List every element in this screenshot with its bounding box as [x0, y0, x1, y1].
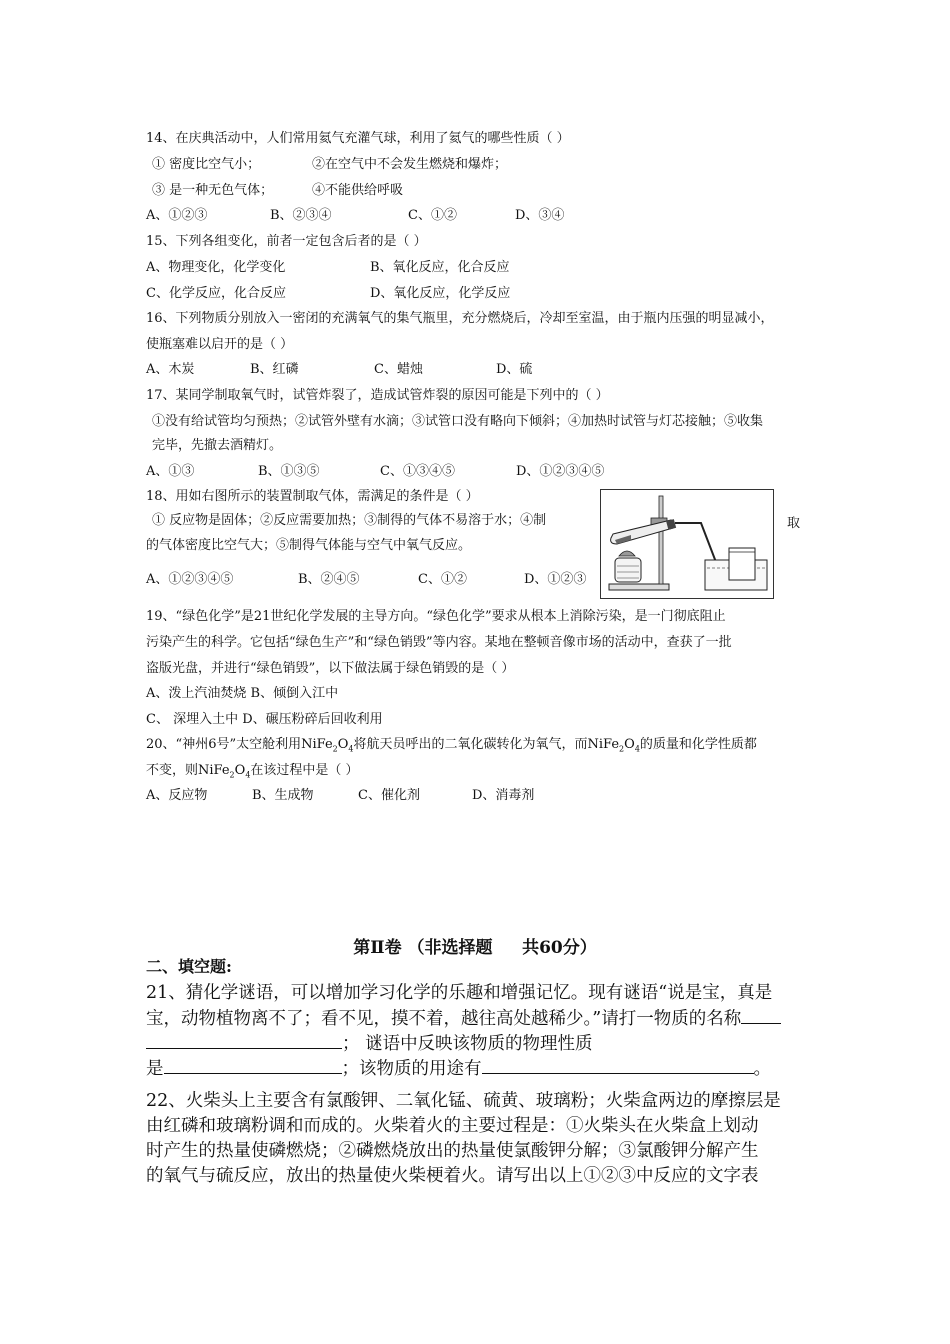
q18-body-line1: ① 反应物是固体；②反应需要加热；③制得的气体不易溶于水；④制 — [152, 513, 547, 528]
q20-stem2-part-a: 不变，则NiFe — [146, 763, 230, 778]
q20-o: O — [337, 737, 349, 752]
q21-line4-b: ；该物质的用途有 — [341, 1059, 482, 1079]
q15-option-b: B、氧化反应，化合反应 — [370, 260, 510, 275]
q22-line2: 由红磷和玻璃粉调和而成的。火柴着火的主要过程是：①火柴头在火柴盒上划动 — [146, 1116, 759, 1136]
q14-item1: ① 密度比空气小； — [152, 157, 261, 172]
q21-line3-text: ； 谜语中反映该物质的物理性质 — [342, 1034, 593, 1054]
q17-option-c: C、①③④⑤ — [380, 464, 455, 479]
q20-sub: 2 — [619, 744, 625, 754]
q20-o: O — [234, 763, 246, 778]
q21-line2 — [146, 1007, 781, 1030]
q21-use-blank[interactable] — [482, 1057, 754, 1074]
q18-body-line2: 的气体密度比空气大；⑤制得气体能与空气中氧气反应。 — [146, 538, 472, 553]
q14-stem: 14、在庆典活动中，人们常用氦气充灌气球，利用了氦气的哪些性质（ ） — [146, 131, 570, 146]
q20-options — [146, 788, 534, 804]
q22-line3: 时产生的热量使磷燃烧；②磷燃烧放出的热量使氯酸钾分解；③氯酸钾分解产生 — [146, 1141, 759, 1161]
q22-line4: 的氧气与硫反应，放出的热量使火柴梗着火。请写出以上①②③中反应的文字表 — [146, 1166, 759, 1186]
apparatus-figure — [600, 489, 774, 599]
q14-option-d: D、③④ — [515, 208, 565, 223]
q15-stem: 15、下列各组变化，前者一定包含后者的是（ ） — [146, 234, 427, 249]
q21-line3 — [146, 1032, 593, 1055]
stand-base — [609, 584, 669, 590]
q21-line1: 21、猜化学谜语，可以增加学习化学的乐趣和增强记忆。现有谜语“说是宝，真是 — [146, 983, 773, 1003]
section2-heading: 二、填空题: — [146, 957, 232, 976]
q14-item3: ③ 是一种无色气体； — [152, 183, 274, 198]
q14-option-b: B、②③④ — [270, 208, 332, 223]
q21-property-blank[interactable] — [164, 1057, 342, 1074]
q14-options — [146, 208, 564, 224]
q20-sub: 4 — [634, 744, 640, 754]
q16-stem-line1: 16、下列物质分别放入一密闭的充满氧气的集气瓶里，充分燃烧后，冷却至室温，由于瓶内压强的明显减小， — [146, 311, 774, 326]
q15-options-row2 — [146, 286, 510, 302]
q19-stem-line1: 19、“绿色化学”是21世纪化学发展的主导方向。“绿色化学”要求从根本上消除污染，是一门彻底阻止 — [146, 609, 726, 624]
q20-option-c: C、催化剂 — [358, 788, 420, 803]
alcohol-lamp — [615, 558, 641, 582]
q16-options — [146, 362, 532, 378]
q15-option-a: A、物理变化，化学变化 — [146, 260, 286, 275]
q17-body-line2: 完毕，先撤去酒精灯。 — [152, 438, 283, 453]
q21-line4 — [146, 1057, 771, 1080]
q14-item2: ②在空气中不会发生燃烧和爆炸； — [312, 157, 508, 172]
q20-stem2-part-b: 在该过程中是（ ） — [250, 763, 359, 778]
q21-line2-text: 宝，动物植物离不了；看不见，摸不着，越往高处越稀少。”请打一物质的名称 — [146, 1009, 742, 1029]
q16-option-c: C、蜡烛 — [374, 362, 423, 377]
q20-option-a: A、反应物 — [146, 788, 208, 803]
q17-body-line1: ①没有给试管均匀预热；②试管外壁有水滴；③试管口没有略向下倾斜；④加热时试管与灯芯接触；⑤收集 — [152, 414, 764, 429]
q16-option-a: A、木炭 — [146, 362, 195, 377]
q14-option-c: C、①② — [408, 208, 457, 223]
q18-option-a: A、①②③④⑤ — [146, 572, 234, 587]
q18-option-d: D、①②③ — [524, 572, 587, 587]
section2-title: 第Ⅱ卷 （非选择题 共60分） — [353, 938, 597, 958]
q17-option-a: A、①③ — [146, 464, 195, 479]
q22-line1: 22、火柴头上主要含有氯酸钾、二氧化锰、硫黄、玻璃粉；火柴盒两边的摩擦层是 — [146, 1091, 781, 1111]
q14-option-a: A、①②③ — [146, 208, 208, 223]
flame — [619, 551, 635, 556]
apparatus-drawing — [601, 490, 773, 598]
q21-name-blank-start[interactable] — [741, 1007, 781, 1024]
q20-sub: 2 — [229, 770, 235, 780]
q19-options-row2: C、 深埋入土中 D、碾压粉碎后回收利用 — [146, 712, 383, 727]
q16-option-d: D、硫 — [496, 362, 533, 377]
q20-sub: 4 — [245, 770, 251, 780]
q15-options-row1 — [146, 260, 510, 276]
q16-stem-line2: 使瓶塞难以启开的是（ ） — [146, 337, 294, 352]
q17-stem: 17、某同学制取氧气时，试管炸裂了，造成试管炸裂的原因可能是下列中的（ ） — [146, 388, 609, 403]
q20-sub: 2 — [332, 744, 338, 754]
q18-options — [146, 572, 586, 588]
q21-name-blank[interactable] — [146, 1032, 342, 1049]
q20-o: O — [624, 737, 635, 752]
q18-stem: 18、用如右图所示的装置制取气体，需满足的条件是（ ） — [146, 489, 479, 504]
q14-item4: ④不能供给呼吸 — [312, 183, 404, 198]
q14-items-row2 — [152, 183, 403, 199]
q18-option-c: C、①② — [418, 572, 467, 587]
q20-stem1-part-a: 20、“神州6号”太空舱利用NiFe — [146, 737, 333, 752]
q16-option-b: B、红磷 — [250, 362, 299, 377]
stand-rod — [659, 496, 663, 584]
q20-option-d: D、消毒剂 — [472, 788, 535, 803]
q20-stem1-part-b: 将航天员呼出的二氧化碳转化为氧气，而NiFe — [353, 737, 620, 752]
q21-line4-a: 是 — [146, 1059, 164, 1079]
gas-bottle — [729, 548, 755, 580]
q17-option-b: B、①③⑤ — [258, 464, 320, 479]
q19-options-row1: A、泼上汽油焚烧 B、倾倒入江中 — [146, 686, 339, 701]
q15-option-c: C、化学反应，化合反应 — [146, 286, 286, 301]
q20-stem-line2 — [146, 763, 359, 784]
q17-options — [146, 464, 604, 480]
q20-stem1-part-c: 的质量和化学性质都 — [639, 737, 757, 752]
q20-stem-line1 — [146, 737, 757, 758]
q20-option-b: B、生成物 — [252, 788, 314, 803]
q18-option-b: B、②④⑤ — [298, 572, 360, 587]
q19-stem-line2: 污染产生的科学。它包括“绿色生产”和“绿色销毁”等内容。某地在整顿音像市场的活动中，查获了一批 — [146, 635, 732, 650]
q19-stem-line3: 盗版光盘，并进行“绿色销毁”，以下做法属于绿色销毁的是（ ） — [146, 661, 515, 676]
q15-option-d: D、氧化反应，化学反应 — [370, 286, 511, 301]
q17-option-d: D、①②③④⑤ — [516, 464, 605, 479]
q20-sub: 4 — [348, 744, 354, 754]
q14-items-row1 — [152, 157, 507, 173]
q18-body-line1-tail: 取 — [787, 516, 801, 531]
q21-line4-c: 。 — [753, 1059, 771, 1079]
